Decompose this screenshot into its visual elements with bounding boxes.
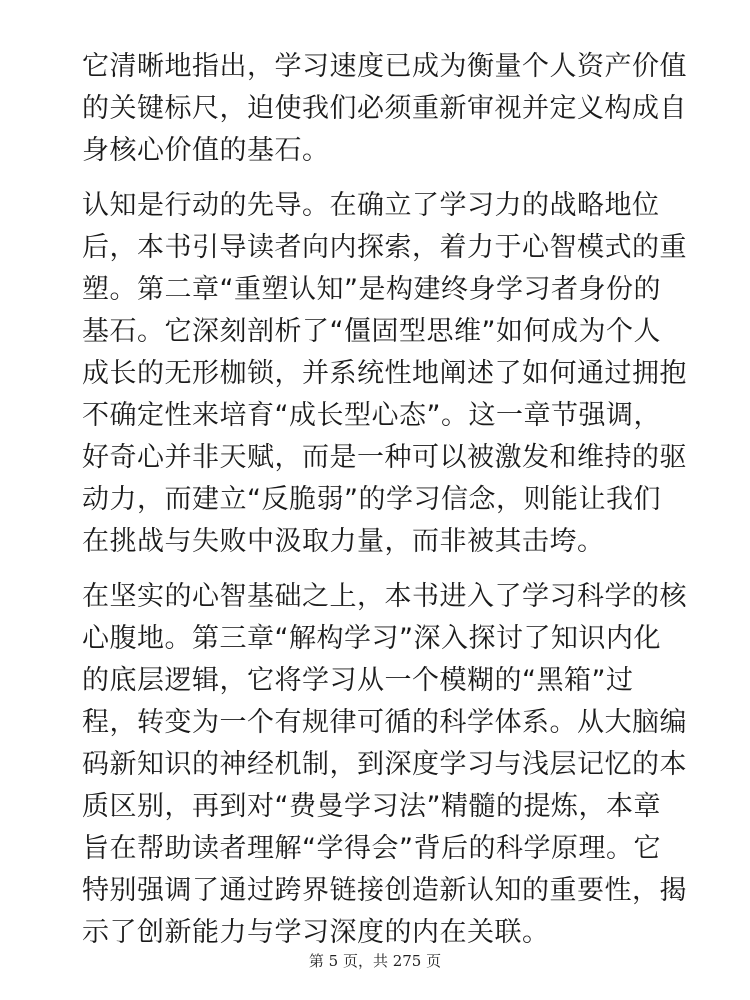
text-line: 它清晰地指出，学习速度已成为衡量个人资产价值 — [82, 51, 687, 82]
text-line: 成长的无形枷锁，并系统性地阐述了如何通过拥抱 — [82, 358, 687, 389]
body-text — [82, 46, 687, 967]
text-line: 旨在帮助读者理解“学得会”背后的科学原理。它 — [82, 833, 661, 864]
text-line: 好奇心并非天赋，而是一种可以被激发和维持的驱 — [82, 442, 687, 473]
text-line: 身核心价值的基石。 — [82, 135, 330, 166]
text-line: 认知是行动的先导。在确立了学习力的战略地位 — [82, 190, 660, 221]
text-line: 在挑战与失败中汲取力量，而非被其击垮。 — [82, 526, 605, 557]
paragraph-2 — [82, 185, 687, 563]
text-line: 示了创新能力与学习深度的内在关联。 — [82, 917, 550, 948]
text-line: 基石。它深刻剖析了“僵固型思维”如何成为个人 — [82, 316, 661, 347]
text-line: 动力，而建立“反脆弱”的学习信念，则能让我们 — [82, 484, 661, 515]
page-number: 第 5 页，共 275 页 — [308, 952, 442, 970]
text-line: 在坚实的心智基础之上，本书进入了学习科学的核 — [82, 581, 687, 612]
text-line: 心腹地。第三章“解构学习”深入探讨了知识内化 — [82, 623, 661, 654]
text-line: 程，转变为一个有规律可循的科学体系。从大脑编 — [82, 707, 687, 738]
paragraph-1 — [82, 46, 687, 172]
text-line: 质区别，再到对“费曼学习法”精髓的提炼，本章 — [82, 791, 661, 822]
text-line: 的关键标尺，迫使我们必须重新审视并定义构成自 — [82, 93, 687, 124]
text-line: 不确定性来培育“成长型心态”。这一章节强调， — [82, 400, 661, 431]
text-line: 特别强调了通过跨界链接创造新认知的重要性，揭 — [82, 875, 687, 906]
text-line: 后，本书引导读者向内探索，着力于心智模式的重 — [82, 232, 687, 263]
text-line: 塑。第二章“重塑认知”是构建终身学习者身份的 — [82, 274, 661, 305]
text-line: 的底层逻辑，它将学习从一个模糊的“黑箱”过 — [82, 665, 634, 696]
paragraph-3 — [82, 576, 687, 954]
text-line: 码新知识的神经机制，到深度学习与浅层记忆的本 — [82, 749, 687, 780]
